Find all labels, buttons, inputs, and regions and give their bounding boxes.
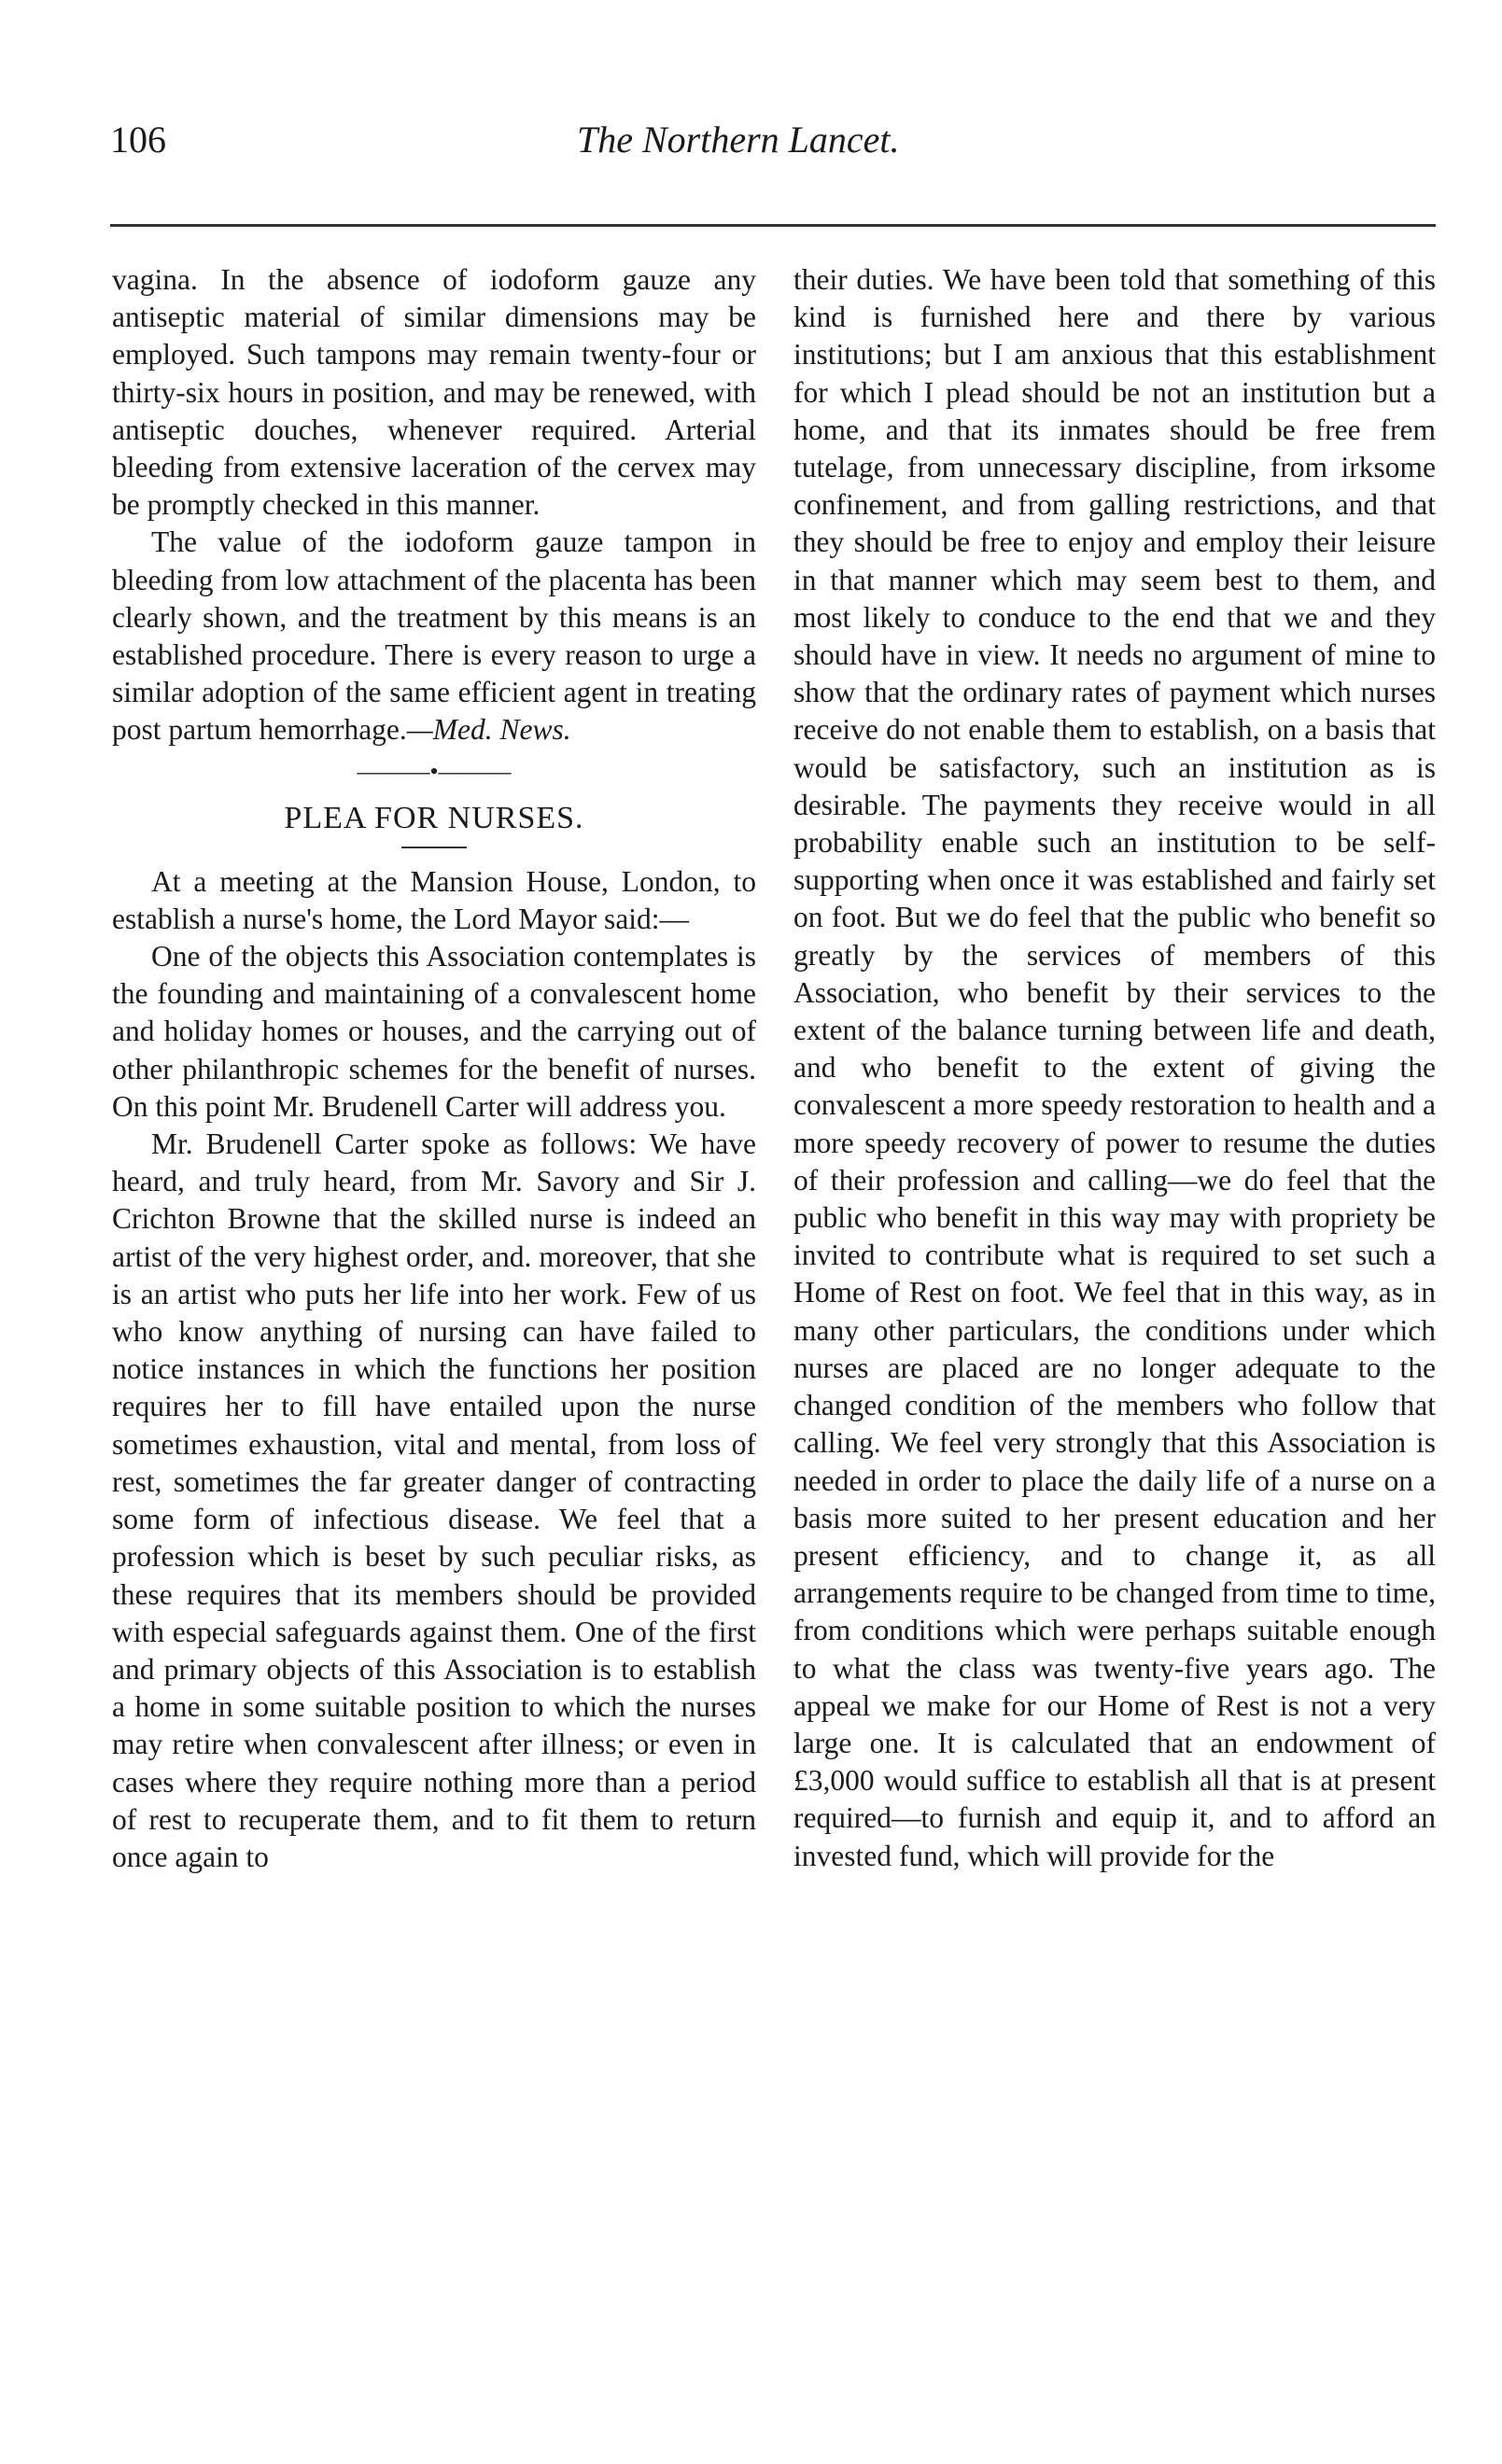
article-heading: PLEA FOR NURSES. [284,800,584,835]
section-divider: ———•——— [357,757,512,785]
paragraph: At a meeting at the Mansion House, London, to establish a nurse's home, the Lord Mayor said:— [112,864,756,935]
page-header [110,118,1436,174]
header-rule [110,224,1436,227]
left-column [112,261,756,1876]
paragraph: Mr. Brudenell Carter spoke as follows: We have heard, and truly heard, from Mr. Savory and Sir J. Crichton Browne that the skilled nurse is indeed an artist of the very highest order, and. moreover, that she is an artist who puts her life into her work. Few of us who know anything of nursing can have failed to notice instances in which the functions her position requires her to fill have entailed upon the nurse sometimes exhaustion, vital and mental, from loss of rest, sometimes the far greater danger of contracting some form of infectious disease. We feel that a profession which is beset by such peculiar risks, as these requires that its members should be provided with especial safeguards against them. One of the first and primary objects of this Association is to establish a home in some suitable position to which the nurses may retire when convalescent after illness; or even in cases where they require nothing more than a period of rest to recuperate them, and to fit them to return once again to [112,1127,756,1873]
paragraph: vagina. In the absence of iodoform gauze any antiseptic material of similar dimensions may be employed. Such tampons may remain twenty-four or thirty-six hours in position, and may be renewed, with antiseptic douches, whenever required. Arterial bleeding from extensive laceration of the cervex may be promptly checked in this manner. [112,263,756,522]
paragraph: their duties. We have been told that something of this kind is furnished here and there by various institutions; but I am anxious that this establishment for which I plead should be not an institution but a home, and that its inmates should be free frem tutelage, from unnecessary discipline, from irksome confinement, and from galling restrictions, and that they should be free to enjoy and employ their leisure in that manner which may seem best to them, and most likely to conduce to the end that we and they should have in view. It needs no argument of mine to show that the ordinary rates of payment which nurses receive do not enable them to establish, on a basis that would be satisfactory, such an institution as is desirable. The payments they receive would in all probability enable such an institution to be self-supporting when once it was established and fairly set on foot. But we do feel that the public who benefit so greatly by the services of members of this Association, who benefit by their services to the extent of the balance turning between life and death, and who benefit to the extent of giving the convalescent a more speedy restoration to health and a more speedy recovery of power to resume the duties of their profession and calling—we do feel that the public who benefit in this way may with propriety be invited to contribute what is required to set such a Home of Rest on foot. We feel that in this way, as in many other particulars, the conditions under which nurses are placed are no longer adequate to the changed condition of the members who follow that calling. We feel very strongly that this Association is needed in order to place the daily life of a nurse on a basis more suited to her present education and her present efficiency, and to change it, as all arrangements require to be changed from time to time, from conditions which were perhaps suitable enough to what the class was twenty-five years ago. The appeal we make for our Home of Rest is not a very large one. It is calculated that an endowment of £3,000 would suffice to establish all that is at present required—to furnish and equip it, and to afford an invested fund, which will provide for the [793,263,1436,1872]
right-column [793,261,1436,1875]
paragraph [112,524,756,749]
page-number: 106 [110,119,166,161]
paragraph: One of the objects this Association contemplates is the founding and maintaining of a convalescent home and holiday homes or houses, and the carrying out of other philanthropic schemes for the benefit of nurses. On this point Mr. Brudenell Carter will address you. [112,940,756,1123]
paragraph-text: The value of the iodoform gauze tampon in bleeding from low attachment of the placenta has been clearly shown, and the treatment by this means is an established procedure. There is every reason to urge a similar adoption of the same efficient agent in treating post partum hemorrhage. [112,525,756,747]
journal-title: The Northern Lancet. [577,119,900,161]
heading-rule [401,847,467,848]
source-citation: —Med. News. [406,713,571,747]
